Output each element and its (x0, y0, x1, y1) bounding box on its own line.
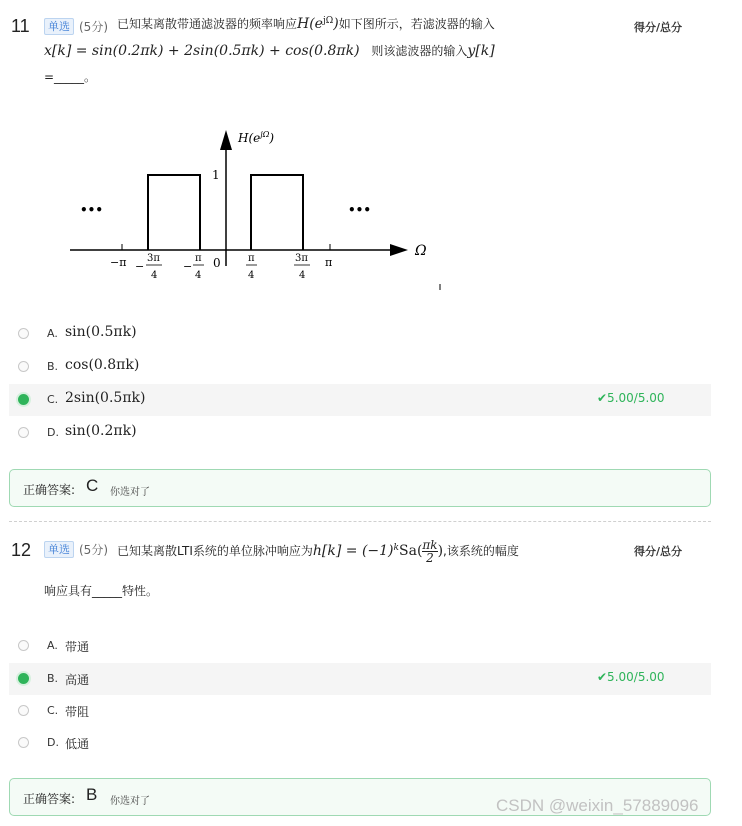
option-b[interactable] (9, 663, 711, 695)
tick-3pi4-den: 4 (299, 270, 306, 281)
x-axis-label: Ω (415, 243, 427, 259)
answer-feedback: 你选对了 (110, 796, 150, 807)
option-a[interactable] (9, 318, 711, 350)
answer-blank: =_____。 (44, 70, 97, 84)
question-12 (0, 530, 742, 826)
correct-answer-value: C (86, 476, 99, 495)
tick-neg-pi4-num: π (195, 253, 202, 264)
question-stem-line1: 已知某离散带通滤波器的频率响应$H(e^{j\Omega})$如下图所示，若滤波器的输入 (117, 16, 495, 32)
option-c[interactable] (9, 695, 711, 727)
option-text: cos(0.8πk) (65, 357, 140, 373)
question-type-badge: 单选 (44, 541, 74, 558)
option-text: sin(0.2πk) (65, 423, 137, 439)
option-score: ✔5.00/5.00 (597, 391, 665, 405)
option-label: C. (47, 704, 59, 717)
passband-negative (148, 175, 200, 250)
tick-pi4-den: 4 (248, 270, 255, 281)
correct-answer-label: 正确答案: (23, 792, 76, 806)
option-text: 高通 (65, 673, 90, 687)
score-header: 得分/总分 (634, 21, 683, 34)
option-label: C. (47, 393, 59, 406)
question-divider (9, 521, 711, 522)
option-label: D. (47, 426, 59, 439)
tick-pi: π (325, 256, 333, 269)
option-label: B. (47, 360, 59, 373)
y-axis-label: $H(e^{j\Omega})$ (238, 130, 275, 145)
x-axis-arrow (390, 244, 408, 256)
radio-button[interactable] (18, 361, 29, 372)
radio-button[interactable] (18, 640, 29, 651)
question-stem-line2: x[k] = sin(0.2πk) + 2sin(0.5πk) + cos(0.8πk) 则该滤波器的输入y[k] (44, 43, 495, 59)
passband-positive (251, 175, 303, 250)
option-label: A. (47, 639, 58, 652)
radio-button[interactable] (18, 427, 29, 438)
option-text: 带阻 (65, 705, 90, 719)
option-text: 带通 (65, 640, 90, 654)
origin-label: 0 (213, 256, 221, 270)
question-points: (5分) (79, 543, 108, 557)
tick-neg-pi: −π (110, 256, 127, 269)
tick-pi4-num: π (248, 253, 255, 264)
option-a[interactable] (9, 630, 711, 662)
option-label: B. (47, 672, 59, 685)
option-text: 2sin(0.5πk) (65, 390, 146, 406)
option-label: D. (47, 736, 59, 749)
option-text: 低通 (65, 737, 90, 751)
question-stem-line2: 响应具有_____特性。 (44, 584, 159, 598)
correct-answer-box (9, 469, 711, 507)
level-one-label: 1 (212, 168, 220, 182)
answer-feedback: 你选对了 (110, 487, 150, 498)
tick-neg-3pi4-minus: − (135, 260, 145, 273)
option-c[interactable] (9, 384, 711, 416)
radio-button-selected[interactable] (18, 673, 29, 684)
radio-button[interactable] (18, 328, 29, 339)
tick-neg-3pi4-den: 4 (151, 270, 158, 281)
score-header: 得分/总分 (634, 545, 683, 558)
question-stem-line1: 已知某离散LTI系统的单位脉冲响应为$h[k] = (-1)^kSa$( $\frac{\pi k}{2}$ ),该系统的幅度 (117, 538, 519, 565)
watermark: CSDN @weixin_57889096 (496, 796, 699, 815)
option-d[interactable] (9, 417, 711, 449)
correct-answer-label: 正确答案: (23, 483, 76, 497)
option-label: A. (47, 327, 58, 340)
tick-3pi4-num: 3π (295, 253, 308, 264)
option-b[interactable] (9, 351, 711, 383)
dots-left: ••• (80, 203, 104, 217)
tick-neg-3pi4-num: 3π (147, 253, 160, 264)
question-number: 12 (11, 540, 32, 560)
option-d[interactable] (9, 727, 711, 759)
option-text: sin(0.5πk) (65, 324, 137, 340)
y-axis-arrow (220, 130, 232, 150)
question-type-badge: 单选 (44, 18, 74, 35)
radio-button-selected[interactable] (18, 394, 29, 405)
question-points: (5分) (79, 20, 108, 34)
radio-button[interactable] (18, 705, 29, 716)
correct-answer-value: B (86, 785, 98, 804)
question-number: 11 (11, 16, 30, 36)
radio-button[interactable] (18, 737, 29, 748)
tick-neg-pi4-minus: − (183, 260, 193, 273)
dots-right: ••• (348, 203, 372, 217)
option-score: ✔5.00/5.00 (597, 670, 665, 684)
tick-neg-pi4-den: 4 (195, 270, 202, 281)
